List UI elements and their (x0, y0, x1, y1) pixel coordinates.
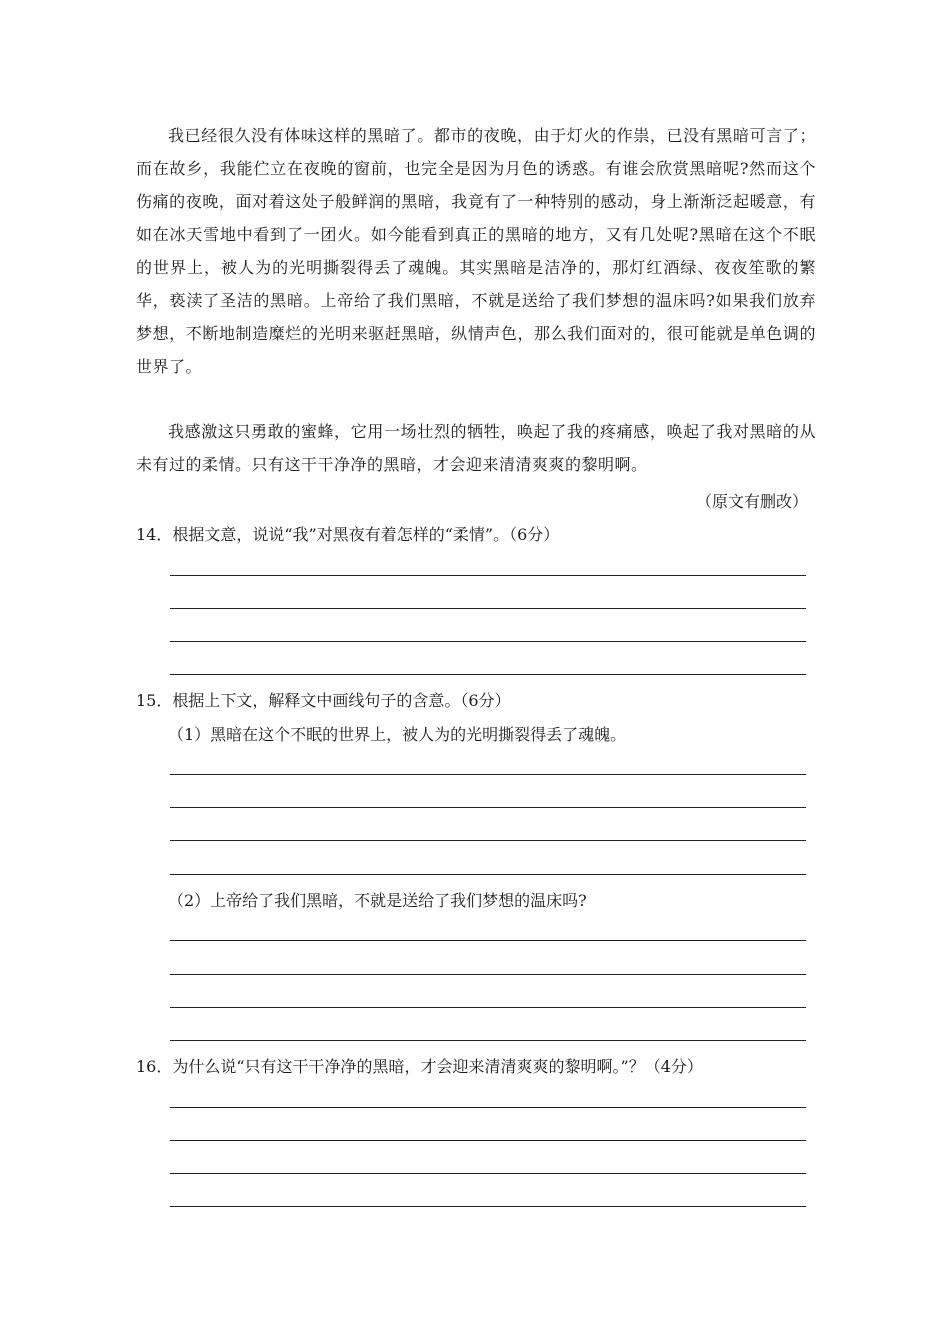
answer-line[interactable] (170, 774, 806, 775)
answer-line[interactable] (170, 1107, 806, 1108)
answer-line[interactable] (170, 1140, 806, 1141)
question-15-part-1: （1）黑暗在这个不眠的世界上，被人为的光明撕裂得丢了魂魄。 (168, 725, 627, 744)
question-16: 16．为什么说“只有这干干净净的黑暗，才会迎来清清爽爽的黎明啊。”？（4分） (136, 1057, 703, 1076)
question-15-part-2: （2）上帝给了我们黑暗，不就是送给了我们梦想的温床吗? (168, 891, 587, 910)
answer-line[interactable] (170, 807, 806, 808)
answer-line[interactable] (170, 641, 806, 642)
answer-line[interactable] (170, 1007, 806, 1008)
answer-line[interactable] (170, 608, 806, 609)
answer-line[interactable] (170, 575, 806, 576)
answer-line[interactable] (170, 674, 806, 675)
passage-paragraph-2: 我感激这只勇敢的蜜蜂，它用一场壮烈的牺牲，唤起了我的疼痛感，唤起了我对黑暗的从未有过的柔情。只有这干干净净的黑暗，才会迎来清清爽爽的黎明啊。 (136, 422, 816, 474)
passage-paragraph-1: 我已经很久没有体味这样的黑暗了。都市的夜晚，由于灯火的作祟，已没有黑暗可言了；而在故乡，我能伫立在夜晚的窗前，也完全是因为月色的诱惑。有谁会欣赏黑暗呢?然而这个伤痛的夜晚，面对着这处子般鲜润的黑暗，我竟有了一种特别的感动，身上渐渐泛起暖意，有如在冰天雪地中看到了一团火。如今能看到真正的黑暗的地方，又有几处呢?黑暗在这个不眠的世界上，被人为的光明撕裂得丢了魂魄。其实黑暗是洁净的，那灯红酒绿、夜夜笙歌的繁华，亵渎了圣洁的黑暗。上帝给了我们黑暗，不就是送给了我们梦想的温床吗?如果我们放弃梦想，不断地制造糜烂的光明来驱赶黑暗，纵情声色，那么我们面对的，很可能就是单色调的世界了。 (136, 126, 816, 376)
question-14: 14．根据文意，说说“我”对黑夜有着怎样的“柔情”。（6分） (136, 525, 560, 544)
question-15: 15．根据上下文，解释文中画线句子的含意。（6分） (136, 691, 511, 710)
answer-line[interactable] (170, 1173, 806, 1174)
answer-line[interactable] (170, 1206, 806, 1207)
source-note: （原文有删改） (695, 492, 808, 511)
answer-line[interactable] (170, 1040, 806, 1041)
answer-line[interactable] (170, 874, 806, 875)
answer-line[interactable] (170, 974, 806, 975)
answer-line[interactable] (170, 840, 806, 841)
answer-line[interactable] (170, 940, 806, 941)
